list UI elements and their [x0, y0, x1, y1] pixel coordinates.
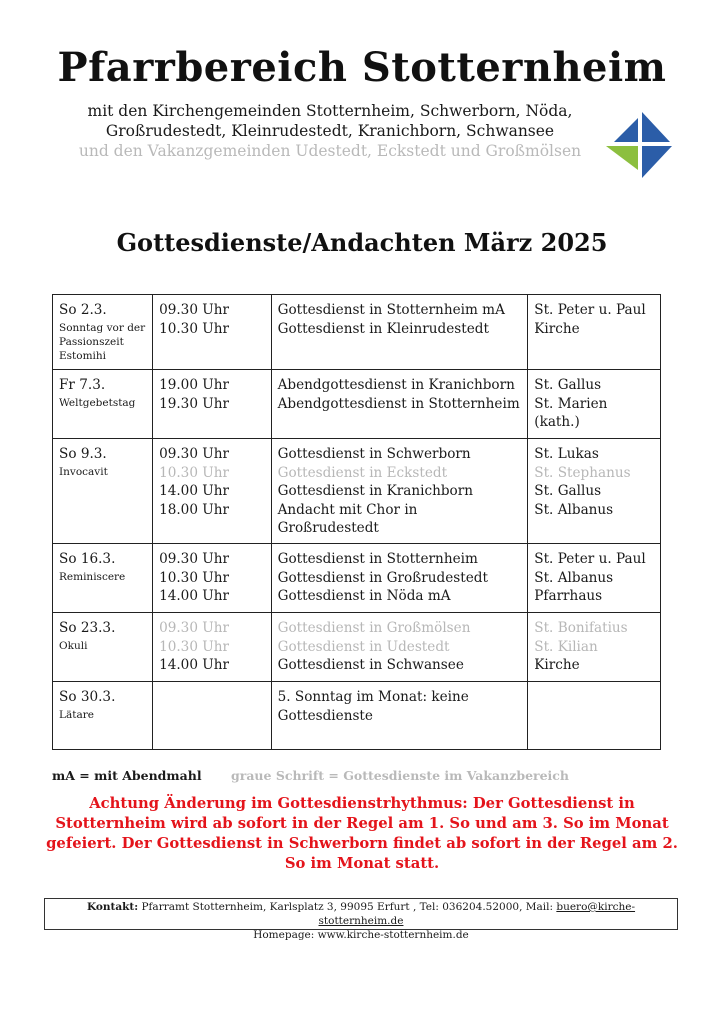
time-text: 10.30 Uhr: [159, 569, 230, 586]
service-cell: [271, 439, 528, 544]
service-text: Gottesdienst in Schwansee: [277, 657, 464, 674]
contact-label: Kontakt:: [86, 901, 139, 913]
schedule-row: [53, 613, 661, 682]
service-text: Abendgottesdienst in Kranichborn: [277, 377, 515, 393]
time-cell: [153, 613, 272, 682]
service-text: Gottesdienst in Udestedt: [277, 638, 450, 655]
logo-blue-top-left: [614, 118, 638, 142]
church-text: St. Bonifatius: [534, 620, 628, 636]
logo-blue-top-right: [642, 112, 670, 142]
subtitle-line-3: und den Vakanzgemeinden Udestedt, Eckstedt und Großmölsen: [78, 142, 582, 160]
church-text: St. Albanus: [534, 569, 614, 586]
parish-cross-logo: [604, 108, 676, 180]
legend-grey: graue Schrift = Gottesdienste im Vakanzbereich: [231, 768, 570, 783]
date-text: So 9.3.: [59, 446, 107, 462]
service-cell: [271, 295, 528, 370]
schedule-row: [53, 682, 661, 750]
time-text: 19.00 Uhr: [159, 377, 230, 393]
service-text: Andacht mit Chor in Großrudestedt: [277, 501, 418, 537]
time-cell: [153, 544, 272, 613]
church-text: St. Marien (kath.): [534, 395, 608, 431]
schedule-row: [53, 370, 661, 439]
service-text: Gottesdienst in Stotternheim mA: [277, 302, 505, 318]
service-text: Gottesdienst in Eckstedt: [277, 464, 448, 481]
time-text: 14.00 Uhr: [159, 483, 230, 500]
time-cell: [153, 682, 272, 750]
contact-text: Pfarramt Stotternheim, Karlsplatz 3, 99095 Erfurt , Tel: 036204.52000, Mail:: [138, 901, 557, 913]
time-text: 14.00 Uhr: [159, 588, 230, 605]
time-text: 09.30 Uhr: [159, 446, 230, 462]
service-text: Gottesdienst in Kranichborn: [277, 483, 473, 500]
date-cell: [53, 295, 153, 370]
church-text: Kirche: [534, 657, 580, 674]
church-cell: [528, 682, 661, 750]
service-text: Gottesdienst in Nöda mA: [277, 588, 451, 605]
time-cell: [153, 439, 272, 544]
schedule-row: [53, 295, 661, 370]
occasion-text: Lätare: [59, 708, 94, 721]
time-text: 09.30 Uhr: [159, 551, 230, 567]
service-cell: [271, 370, 528, 439]
date-cell: [53, 370, 153, 439]
church-text: Pfarrhaus: [534, 588, 603, 605]
time-text: 18.00 Uhr: [159, 501, 230, 518]
time-text: 14.00 Uhr: [159, 657, 230, 674]
time-text: 09.30 Uhr: [159, 620, 230, 636]
page-title: Pfarrbereich Stotternheim: [57, 44, 667, 91]
occasion-text: Invocavit: [59, 465, 108, 478]
contact-line: [45, 900, 677, 928]
service-text: Gottesdienst in Stotternheim: [277, 551, 478, 567]
homepage-line[interactable]: Homepage: www.kirche-stotternheim.de: [253, 929, 469, 941]
church-text: St. Kilian: [534, 638, 598, 655]
time-text: 10.30 Uhr: [159, 320, 230, 337]
email-link[interactable]: buero@kirche-stotternheim.de: [318, 901, 636, 927]
rhythm-change-notice: Achtung Änderung im Gottesdienstrhythmus: Der Gottesdienst in Stotternheim wird ab sofort in der Regel am 1. So und am 3. So im Monat gefeiert. Der Gottesdienst in Schwerborn findet ab sofort in der Regel am 2. So im Monat statt.: [46, 795, 678, 872]
date-cell: [53, 439, 153, 544]
occasion-text: Sonntag vor der Passionszeit Estomihi: [59, 321, 146, 362]
service-text: Gottesdienst in Großrudestedt: [277, 569, 488, 586]
service-text: Gottesdienst in Kleinrudestedt: [277, 320, 489, 337]
church-text: St. Albanus: [534, 501, 614, 518]
service-text: 5. Sonntag im Monat: keine Gottesdienste: [277, 689, 469, 724]
service-cell: [271, 544, 528, 613]
date-text: So 2.3.: [59, 302, 107, 318]
date-cell: [53, 613, 153, 682]
date-text: So 30.3.: [59, 689, 116, 705]
service-cell: [271, 682, 528, 750]
occasion-text: Okuli: [59, 639, 88, 652]
church-cell: [528, 295, 661, 370]
church-text: St. Peter u. Paul: [534, 551, 646, 567]
time-cell: [153, 295, 272, 370]
church-cell: [528, 544, 661, 613]
service-text: Gottesdienst in Großmölsen: [277, 620, 471, 636]
schedule-row: [53, 439, 661, 544]
occasion-text: Reminiscere: [59, 570, 126, 583]
service-text: Abendgottesdienst in Stotternheim: [277, 395, 520, 412]
church-text: St. Lukas: [534, 446, 599, 462]
subtitle-line-2: Großrudestedt, Kleinrudestedt, Kranichborn, Schwansee: [105, 122, 555, 140]
church-text: St. Peter u. Paul: [534, 302, 646, 318]
schedule-row: [53, 544, 661, 613]
logo-green-left: [606, 146, 638, 170]
time-text: 19.30 Uhr: [159, 395, 230, 412]
time-cell: [153, 370, 272, 439]
schedule-body: [53, 295, 661, 750]
church-text: St. Gallus: [534, 483, 602, 500]
logo-blue-bottom: [642, 146, 672, 178]
church-cell: [528, 370, 661, 439]
time-text: 09.30 Uhr: [159, 302, 230, 318]
service-text: Gottesdienst in Schwerborn: [277, 446, 471, 462]
church-cell: [528, 613, 661, 682]
church-text: Kirche: [534, 320, 580, 337]
service-cell: [271, 613, 528, 682]
date-text: So 16.3.: [59, 551, 116, 567]
date-cell: [53, 544, 153, 613]
church-text: St. Gallus: [534, 377, 602, 393]
time-text: 10.30 Uhr: [159, 464, 230, 481]
date-cell: [53, 682, 153, 750]
contact-box: [44, 898, 678, 941]
legend-ma: mA = mit Abendmahl: [52, 768, 202, 783]
service-schedule-table: [52, 294, 661, 750]
time-text: 10.30 Uhr: [159, 638, 230, 655]
subtitle-line-1: mit den Kirchengemeinden Stotternheim, Schwerborn, Nöda,: [87, 102, 573, 120]
occasion-text: Weltgebetstag: [59, 396, 136, 409]
schedule-heading: Gottesdienste/Andachten März 2025: [116, 228, 608, 257]
date-text: Fr 7.3.: [59, 377, 106, 393]
church-text: St. Stephanus: [534, 464, 631, 481]
church-cell: [528, 439, 661, 544]
date-text: So 23.3.: [59, 620, 116, 636]
